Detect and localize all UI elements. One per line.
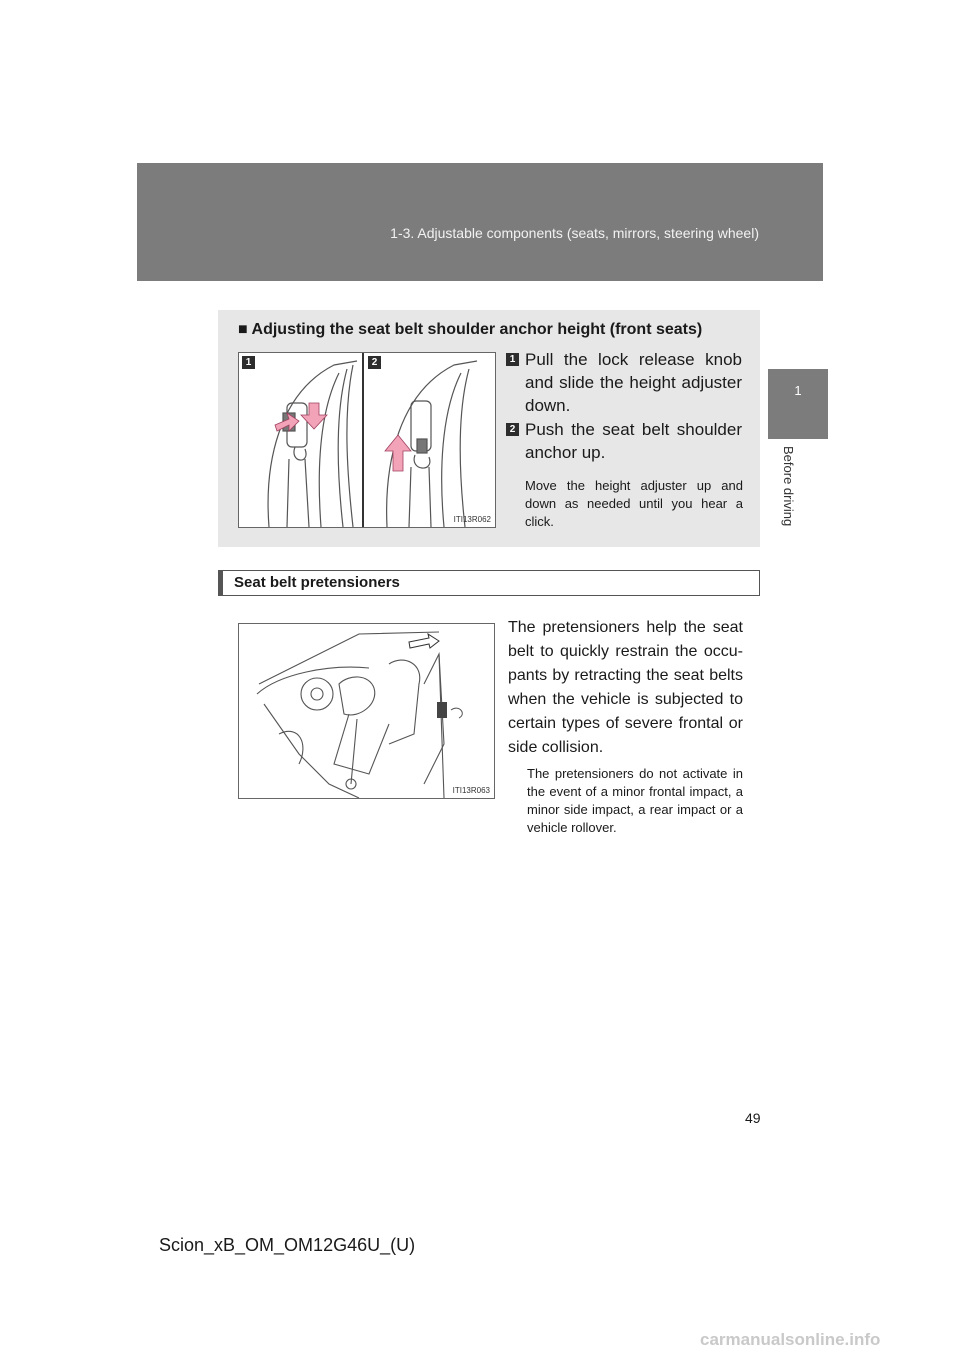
pretensioner-note: The pretensioners do not activate in the event of a minor frontal impact, a minor side impact, a rear impact or a vehicle rollover. [527,766,743,835]
step-2 [506,418,742,464]
step-badge-2: 2 [506,423,519,436]
shoulder-anchor-illustration [238,352,496,528]
page-number: 49 [745,1110,761,1126]
shoulder-anchor-heading: ■ Adjusting the seat belt shoulder anchor height (front seats) [238,321,703,338]
figure-code-2: ITI13R063 [452,786,490,795]
chapter-tab[interactable] [768,369,828,439]
push-up-arrow [385,435,411,471]
shoulder-anchor-box [218,310,760,547]
section-header-title: 1-3. Adjustable components (seats, mirrors, steering wheel) [390,225,759,241]
title-accent [219,571,223,595]
pretensioner-unit [437,702,447,718]
figure-badge-2: 2 [368,356,381,369]
pretensioner-title-bar [218,570,760,596]
step-badge-1: 1 [506,353,519,366]
vehicle-interior-drawing [239,624,494,798]
pretensioner-illustration [238,623,495,799]
figure-code: ITI13R062 [453,515,491,524]
adjust-note: Move the height adjuster up and down as needed until you hear a click. [525,478,743,529]
pretensioner-body: The pretensioners help the seat belt to quickly restrain the occu-pants by retracting the seat belts when the vehicle is subjected to certain types of severe frontal or side collision. [508,619,743,756]
watermark: carmanualsonline.info [700,1330,881,1349]
chapter-number: 1 [794,383,802,398]
pretensioner-title: Seat belt pretensioners [234,574,400,591]
step-1 [506,348,742,417]
step-2-text: Push the seat belt shoulder anchor up. [525,420,742,462]
retract-arrow [409,634,439,648]
step-1-text: Pull the lock release knob and slide the height adjuster down. [525,350,742,415]
seat-belt-adjuster-drawing [239,353,495,527]
figure-badge-1: 1 [242,356,255,369]
document-id: Scion_xB_OM_OM12G46U_(U) [159,1235,416,1255]
header-bar [137,163,823,281]
chapter-label [781,446,808,556]
chapter-label-text: Before driving [781,446,796,527]
